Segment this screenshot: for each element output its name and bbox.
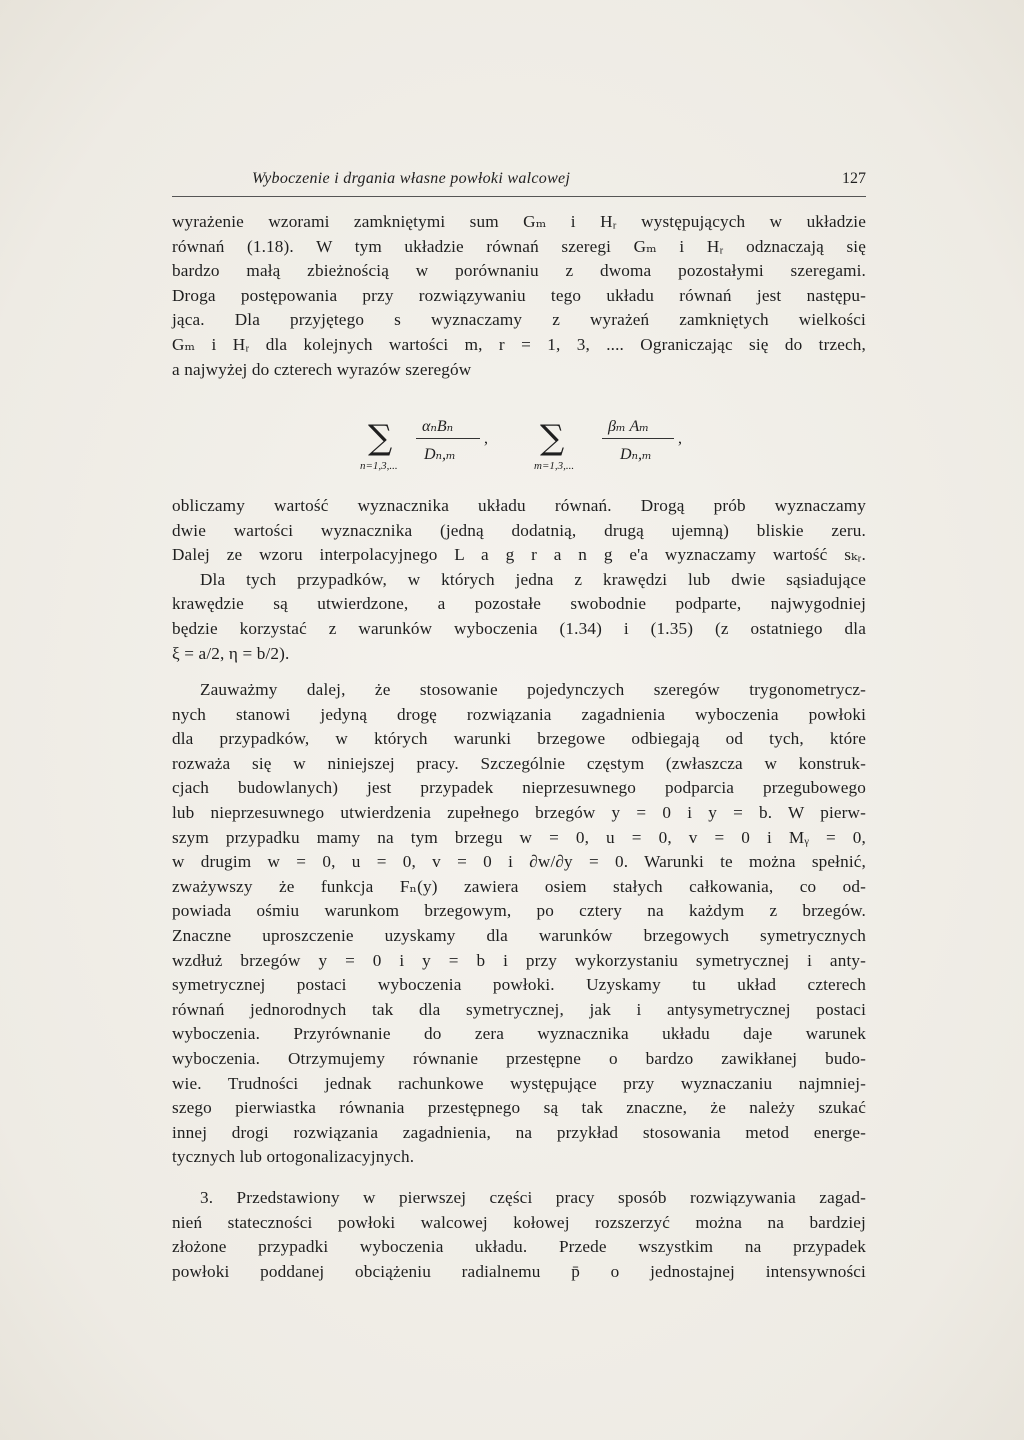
sum-lower-limit: m=1,3,...: [534, 460, 575, 472]
formula-denominator: Dₙ,ₘ: [620, 446, 652, 463]
text-line: 3. Przedstawiony w pierwszej części pracy sposób rozwiązywania zagad-: [200, 1188, 866, 1207]
text-line: dwie wartości wyznacznika (jedną dodatnią, drugą ujemną) bliskie zeru.: [172, 520, 866, 540]
sum-lower-limit: n=1,3,...: [360, 460, 398, 472]
text-line: wzdłuż brzegów y = 0 i y = b i przy wykorzystaniu symetrycznej i anty-: [172, 950, 866, 970]
paragraph-2: [172, 494, 866, 666]
fraction-bar: [416, 438, 480, 439]
text-line: będzie korzystać z warunków wyboczenia (1.34) i (1.35) (z ostatniego dla: [172, 618, 866, 638]
text-line: tycznych lub ortogonalizacyjnych.: [172, 1147, 415, 1167]
text-line: wyrażenie wzorami zamkniętymi sum Gₘ i Hᵣ występujących w układzie: [172, 212, 866, 231]
text-line: jąca. Dla przyjętego s wyznaczamy z wyrażeń zamkniętych wielkości: [172, 310, 866, 330]
text-line: rozważa się w niniejszej pracy. Szczególnie częstym (zwłaszcza w konstruk-: [172, 753, 866, 773]
formula-denominator: Dₙ,ₘ: [424, 446, 456, 463]
text-line: Zauważmy dalej, że stosowanie pojedynczych szeregów trygonometrycz-: [200, 680, 866, 699]
text-line: nień stateczności powłoki walcowej kołowej rozszerzyć można na bardziej: [172, 1212, 866, 1232]
sum-formula-2: [534, 412, 698, 476]
text-line: Droga postępowania przy rozwiązywaniu tego układu równań jest następu-: [172, 285, 866, 305]
text-line: zważywszy że funkcja Fₙ(y) zawiera osiem stałych całkowania, co od-: [172, 876, 866, 896]
text-line: wie. Trudności jednak rachunkowe występujące przy wyznaczaniu najmniej-: [172, 1073, 866, 1093]
fraction-bar: [602, 438, 674, 439]
text-line: bardzo małą zbieżnością w porównaniu z dwoma pozostałymi szeregami.: [172, 261, 866, 281]
text-line: powiada ośmiu warunkom brzegowym, po cztery na każdym z brzegów.: [172, 901, 866, 921]
formula-numerator: βₘ Aₘ: [608, 418, 650, 435]
text-line: Znaczne uproszczenie uzyskamy dla warunków brzegowych symetrycznych: [172, 925, 866, 945]
text-line: szym przypadku mamy na tym brzegu w = 0, u = 0, v = 0 i Mᵧ = 0,: [172, 827, 866, 847]
formula-comma: ,: [678, 430, 682, 447]
text-line: ξ = a/2, η = b/2).: [172, 643, 290, 663]
header-title: Wyboczenie i drgania własne powłoki walcowej: [252, 170, 571, 187]
sum-symbol: ∑: [368, 418, 393, 458]
paragraph-1: [172, 210, 866, 382]
text-line: w drugim w = 0, u = 0, v = 0 i ∂w/∂y = 0. Warunki te można spełnić,: [172, 852, 866, 872]
text-line: symetrycznej postaci wyboczenia powłoki. Uzyskamy tu układ czterech: [172, 975, 866, 995]
text-line: Dla tych przypadków, w których jedna z krawędzi lub dwie sąsiadujące: [200, 569, 866, 589]
text-line: szego pierwiastka równania przestępnego są tak znaczne, że należy szukać: [172, 1098, 866, 1118]
text-line: złożone przypadki wyboczenia układu. Przede wszystkim na przypadek: [172, 1237, 866, 1257]
sum-formula-1: [360, 412, 518, 476]
sum-symbol: ∑: [540, 418, 565, 458]
running-header: [172, 170, 866, 197]
paragraph-4: [172, 1186, 866, 1284]
formula-comma: ,: [484, 430, 488, 447]
text-line: powłoki poddanej obciążeniu radialnemu p̄ o jednostajnej intensywności: [172, 1261, 866, 1281]
text-line: a najwyżej do czterech wyrazów szeregów: [172, 359, 472, 379]
text-line: równań jednorodnych tak dla symetrycznej, jak i antysymetrycznej postaci: [172, 999, 866, 1019]
formula-numerator: αₙBₙ: [422, 418, 454, 435]
text-line: nych stanowi jedyną drogę rozwiązania zagadnienia wyboczenia powłoki: [172, 704, 866, 724]
text-line: cjach budowlanych) jest przypadek nieprzesuwnego podparcia przegubowego: [172, 778, 866, 798]
paragraph-3: [172, 678, 866, 1170]
text-line: równań (1.18). W tym układzie równań szeregi Gₘ i Hᵣ odznaczają się: [172, 236, 866, 256]
text-line: wyboczenia. Otrzymujemy równanie przestępne o bardzo zawikłanej budo-: [172, 1048, 866, 1068]
text-line: krawędzie są utwierdzone, a pozostałe swobodnie podparte, najwygodniej: [172, 594, 866, 614]
text-line: innej drogi rozwiązania zagadnienia, na przykład stosowania metod energe-: [172, 1122, 866, 1142]
page-number: 127: [842, 170, 866, 187]
text-line: lub nieprzesuwnego utwierdzenia zupełnego brzegów y = 0 i y = b. W pierw-: [172, 802, 866, 822]
text-line: dla przypadków, w których warunki brzegowe odbiegają od tych, które: [172, 729, 866, 749]
text-line: wyboczenia. Przyrównanie do zera wyznacznika układu daje warunek: [172, 1024, 866, 1044]
text-line: obliczamy wartość wyznacznika układu równań. Drogą prób wyznaczamy: [172, 496, 866, 515]
text-line: Gₘ i Hᵣ dla kolejnych wartości m, r = 1, 3, .... Ograniczając się do trzech,: [172, 334, 866, 354]
text-line: Dalej ze wzoru interpolacyjnego L a g r a n g e'a wyznaczamy wartość sₖᵣ.: [172, 545, 866, 565]
